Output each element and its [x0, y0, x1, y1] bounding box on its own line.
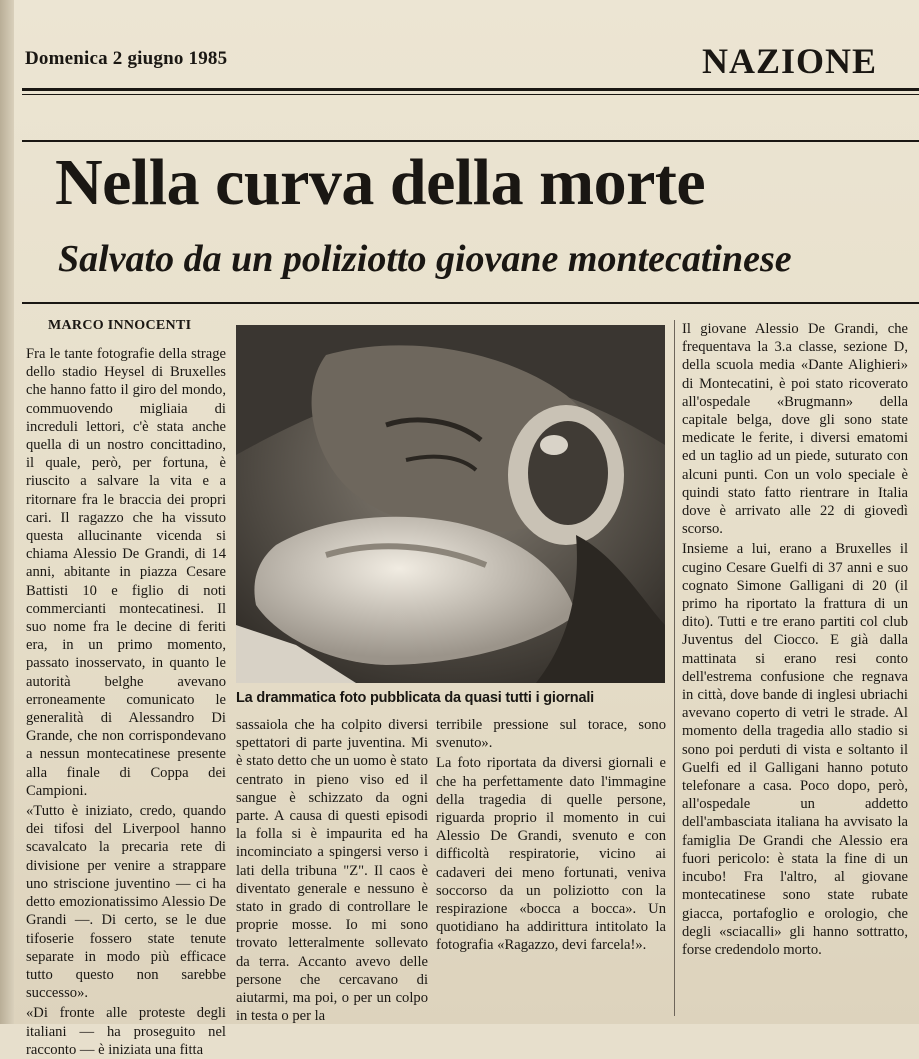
subheadline: Salvato da un poliziotto giovane montecatinese: [58, 238, 792, 280]
photo-caption: La drammatica foto pubblicata da quasi tutti i giornali: [236, 690, 594, 706]
column-1-paragraph: Fra le tante fotografie della strage dello stadio Heysel di Bruxelles che hanno fatto il giro del mondo, commuovendo migliaia di increduli lettori, c'è stata anche quella di un nostro concittadino, il quale, però, per fortuna, è riuscito a salvare la vita e a ritornare fra le braccia dei propri cari. Il ragazzo che ha vissuto questa allucinante vicenda si chiama Alessio De Grandi, di 14 anni, abitante in piazza Cesare Battisti 10 e figlio di noti commercianti montecatinesi. Il suo nome fra le decine di feriti era, in un primo momento, passato inosservato, in quanto le autorità belghe avevano erroneamente comunicato le generalità di Alessandro Di Grande, che non corrispondevano a nessun montecatinese presente alla finale di Coppa dei Campioni.: [26, 346, 226, 799]
column-1-paragraph: «Tutto è iniziato, credo, quando dei tifosi del Liverpool hanno scavalcato la precaria rete di divisione per venire a strappare uno striscione juventino — ci ha detto emozionatissimo Alessio De Grandi —. Di certo, se le due tifoserie fossero state tenute separate in modo più efficace tutto questo non sarebbe successo».: [26, 803, 226, 1002]
article-column-1: [26, 345, 226, 1058]
page-binding-edge: [0, 0, 14, 1024]
dateline: Domenica 2 giugno 1985: [25, 48, 228, 69]
column-4-paragraph: Insieme a lui, erano a Bruxelles il cugino Cesare Guelfi di 37 anni e suo cognato Simone Galligani di 20 (il primo ha riportato la frattura di un dito). Tutti e tre erano partiti col club Juventus del Ciocco. E già dalla mattinata si erano resi conto dell'estrema confusione che regnava in città, dove bande di inglesi ubriachi avevano coperto di vetri le strade. Al momento della tragedia allo stadio si sono poi perduti di vista e soltanto il Guelfi ed il Galligani hanno potuto telefonare a casa. Poco dopo, però, all'ospedale un addetto dell'ambasciata italiana ha avvisato la famiglia De Grandi che Alessio era fuori pericolo: è stata la fine di un incubo! Fra l'altro, al giovane montecatinese sono state rubate giacca, portafoglio e orologio, che degli «sciacalli» gli hanno sottratto, forse credendolo morto.: [682, 541, 908, 958]
column-3-paragraph: La foto riportata da diversi giornali e che ha perfettamente dato l'immagine della tragedia di quelle persone, riguarda proprio il momento in cui Alessio De Grandi, svenuto e con difficoltà respiratorie, vicino ai cadaveri dei meno fortunati, veniva soccorso da un poliziotto con la respirazione «bocca a bocca». Un quotidiano ha addirittura intitolato la fotografia «Ragazzo, devi farcela!».: [436, 755, 666, 954]
column-3-paragraph: terribile pressione sul torace, sono svenuto».: [436, 717, 666, 752]
column-1-paragraph: «Di fronte alle proteste degli italiani — ha proseguito nel racconto — è iniziata una fitta: [26, 1005, 226, 1058]
column-divider: [674, 320, 675, 1016]
masthead-rule-thick: [22, 88, 919, 91]
column-2-paragraph: sassaiola che ha colpito diversi spettatori di parte juventina. Mi è stato detto che un uomo è stato centrato in pieno viso ed il sangue è schizzato da ogni parte. A causa di questi episodi la folla si è impaurita ed ha incominciato a spingersi verso i lati della tribuna "Z". Il caos è diventato generale e nessuno è stato in grado di controllare le proprie mosse. Io mi sono trovato letteralmente sollevato da terra. Accanto avevo delle persone che cercavano di aiutarmi, ma poi, o per un colpo in testa o per la: [236, 717, 428, 1025]
article-column-2: [236, 716, 428, 1025]
article-column-3: [436, 716, 666, 1016]
news-photo: [236, 325, 665, 683]
subheadline-rule: [22, 302, 919, 304]
article-column-4: [682, 320, 908, 1016]
column-4-paragraph: Il giovane Alessio De Grandi, che frequentava la 3.a classe, sezione D, della scuola media «Dante Alighieri» di Montecatini, è poi stato ricoverato all'ospedale «Brugmann» della capitale belga, dove gli sono state medicate le ferite, i diversi ematomi ed un taglio ad un piede, suturato con alcuni punti. Con un volo speciale è quindi stato fatto rientrare in Italia dove è arrivato alle 22 di giovedì scorso.: [682, 321, 908, 538]
byline: MARCO INNOCENTI: [48, 318, 192, 333]
injured-youth-face-icon: [236, 325, 665, 683]
headline: Nella curva della morte: [55, 146, 706, 219]
section-title: NAZIONE: [702, 41, 878, 81]
masthead-rule-thin: [22, 94, 919, 95]
headline-rule-top: [22, 140, 919, 142]
